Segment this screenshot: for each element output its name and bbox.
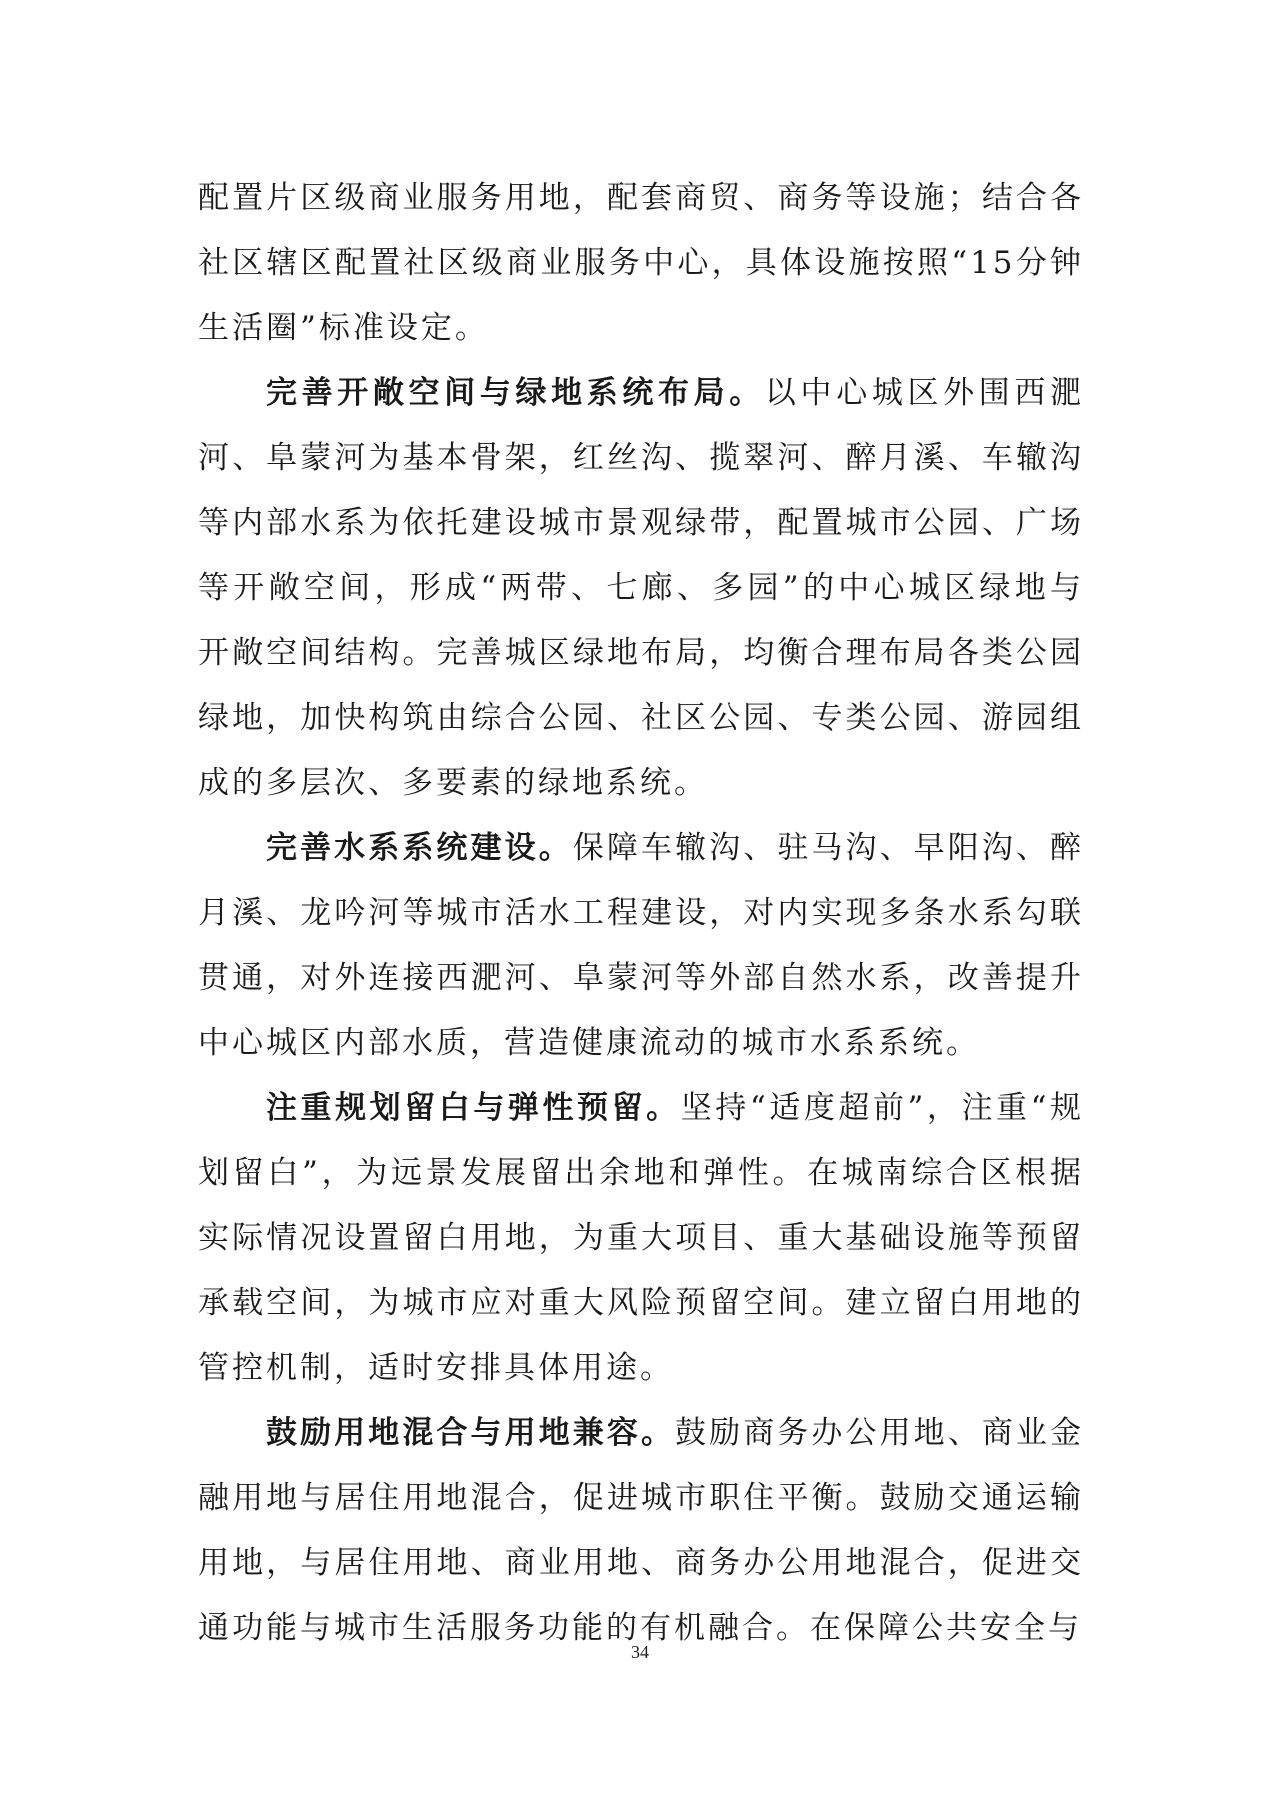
paragraph-3-heading: 完善水系系统建设。: [266, 830, 573, 866]
paragraph-2-heading: 完善开敞空间与绿地系统布局。: [266, 375, 765, 411]
paragraph-2: [198, 361, 1084, 816]
paragraph-5: [198, 1401, 1084, 1661]
paragraph-1-text: 配置片区级商业服务用地，配套商贸、商务等设施；结合各社区辖区配置社区级商业服务中心，具体设施按照“15分钟生活圈”标准设定。: [198, 180, 1084, 346]
paragraph-3-text: 保障车辙沟、驻马沟、早阳沟、醉月溪、龙吟河等城市活水工程建设，对内实现多条水系勾联贯通，对外连接西淝河、阜蒙河等外部自然水系，改善提升中心城区内部水质，营造健康流动的城市水系系统。: [198, 830, 1085, 1061]
paragraph-4: [198, 1076, 1084, 1401]
paragraph-3: [198, 816, 1084, 1076]
paragraph-5-text: 鼓励商务办公用地、商业金融用地与居住用地混合，促进城市职住平衡。鼓励交通运输用地，与居住用地、商业用地、商务办公用地混合，促进交通功能与城市生活服务功能的有机融合。在保障公共安全与: [198, 1415, 1085, 1646]
paragraph-4-text: 坚持“适度超前”，注重“规划留白”，为远景发展留出余地和弹性。在城南综合区根据实际情况设置留白用地，为重大项目、重大基础设施等预留承载空间，为城市应对重大风险预留空间。建立留白用地的管控机制，适时安排具体用途。: [198, 1090, 1085, 1386]
paragraph-2-text: 以中心城区外围西淝河、阜蒙河为基本骨架，红丝沟、揽翠河、醉月溪、车辙沟等内部水系为依托建设城市景观绿带，配置城市公园、广场等开敞空间，形成“两带、七廊、多园”的中心城区绿地与开敞空间结构。完善城区绿地布局，均衡合理布局各类公园绿地，加快构筑由综合公园、社区公园、专类公园、游园组成的多层次、多要素的绿地系统。: [198, 375, 1085, 801]
document-body: [198, 166, 1084, 1661]
paragraph-5-heading: 鼓励用地混合与用地兼容。: [266, 1415, 676, 1451]
paragraph-4-heading: 注重规划留白与弹性预留。: [266, 1090, 681, 1126]
page-number: 34: [631, 1642, 649, 1662]
paragraph-1: [198, 166, 1084, 361]
